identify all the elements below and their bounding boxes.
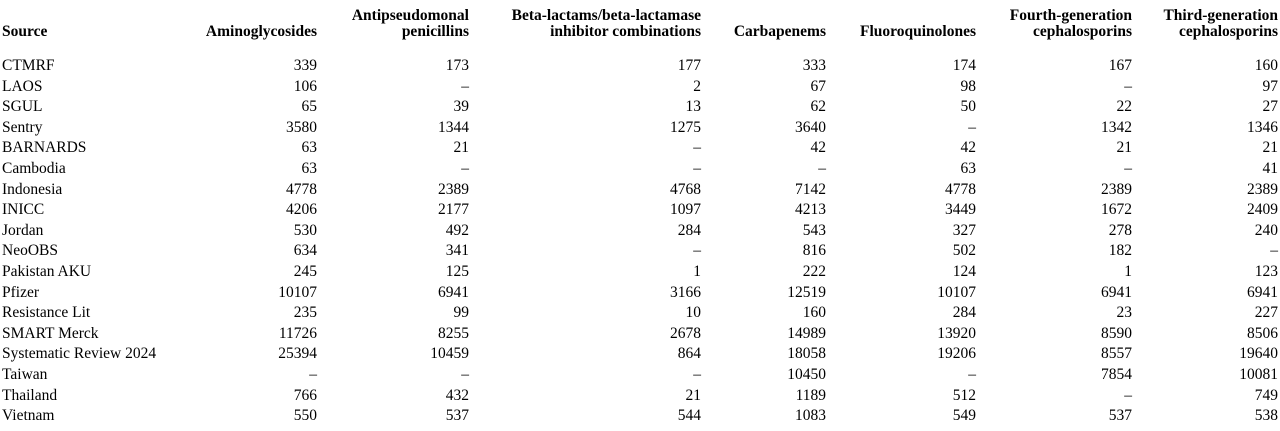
count-cell: – [693,139,701,157]
count-cell: 63 [301,159,317,177]
count-cell: 543 [802,221,826,239]
source-cell: Jordan [2,221,44,239]
count-cell: 23 [1116,304,1132,322]
third-gen-cephalosporins-header [1132,0,1278,40]
count-cell: 3640 [795,118,826,136]
count-cell: 538 [1254,407,1278,425]
source-cell: NeoOBS [2,242,58,260]
count-cell: 7854 [1101,365,1132,383]
count-cell: 3449 [945,201,976,219]
source-cell: Taiwan [2,365,48,383]
count-cell: 7142 [795,180,826,198]
count-cell: 50 [960,98,976,116]
table-row [2,386,1278,407]
data-table-container [2,0,1278,427]
count-cell: 123 [1254,262,1278,280]
count-cell: 125 [445,262,469,280]
count-cell: 1097 [670,201,701,219]
count-cell: 21 [685,386,701,404]
beta-lactams-header [469,0,701,40]
count-cell: – [1124,386,1132,404]
count-cell: 18058 [787,345,826,363]
table-row [2,159,1278,180]
count-cell: 41 [1262,159,1278,177]
table-row [2,180,1278,201]
count-cell: – [968,365,976,383]
count-cell: 62 [810,98,826,116]
count-cell: 8590 [1101,324,1132,342]
count-cell: 432 [445,386,469,404]
count-cell: 21 [453,139,469,157]
count-cell: 4206 [286,201,317,219]
count-cell: 13920 [937,324,976,342]
aminoglycosides-header: Aminoglycosides [205,23,317,40]
count-cell: 10450 [787,365,826,383]
header-line: Antipseudomonal [351,7,469,24]
table-body [2,40,1278,427]
count-cell: 174 [952,57,976,74]
count-cell: 278 [1108,221,1132,239]
count-cell: 1189 [795,386,826,404]
table-row [2,324,1278,345]
count-cell: 25394 [278,345,317,363]
count-cell: – [1124,159,1132,177]
count-cell: 2678 [670,324,701,342]
table-row [2,283,1278,304]
count-cell: 749 [1254,386,1278,404]
count-cell: 4778 [945,180,976,198]
count-cell: 42 [810,139,826,157]
carbapenems-header: Carbapenems [733,23,826,40]
table-row [2,221,1278,242]
count-cell: – [1270,242,1278,260]
table-row [2,118,1278,139]
source-cell: Pakistan AKU [2,262,92,280]
count-cell: 63 [960,159,976,177]
table-row [2,77,1278,98]
count-cell: 10081 [1239,365,1278,383]
count-cell: 2177 [438,201,469,219]
count-cell: 65 [301,98,317,116]
antibiotic-data-table [2,0,1278,427]
header-spacer [2,40,1278,56]
count-cell: 864 [677,345,701,363]
count-cell: 98 [960,77,976,95]
count-cell: 550 [293,407,317,425]
header-line: cephalosporins [1032,23,1132,40]
count-cell: 502 [952,242,976,260]
count-cell: – [1124,77,1132,95]
count-cell: 284 [952,304,976,322]
count-cell: – [461,365,469,383]
count-cell: 6941 [438,283,469,301]
count-cell: 22 [1116,98,1132,116]
count-cell: 284 [677,221,701,239]
count-cell: 222 [802,262,826,280]
count-cell: 333 [802,57,826,74]
source-cell: LAOS [2,77,43,95]
count-cell: 235 [293,304,317,322]
count-cell: 63 [301,139,317,157]
count-cell: – [818,159,826,177]
count-cell: 27 [1262,98,1278,116]
count-cell: 12519 [787,283,826,301]
count-cell: 549 [952,407,976,425]
count-cell: 245 [293,262,317,280]
header-line: penicillins [401,23,469,40]
count-cell: 227 [1254,304,1278,322]
source-cell: Resistance Lit [2,304,91,322]
source-cell: Thailand [2,386,58,404]
count-cell: – [968,118,976,136]
count-cell: 8506 [1247,324,1278,342]
source-cell: BARNARDS [2,139,87,157]
source-cell: CTMRF [2,57,55,74]
count-cell: 19640 [1239,345,1278,363]
count-cell: – [309,365,317,383]
count-cell: 173 [445,57,469,74]
count-cell: 160 [802,304,826,322]
count-cell: 11726 [278,324,317,342]
count-cell: 6941 [1247,283,1278,301]
count-cell: 816 [802,242,826,260]
header-line: Fourth-generation [1009,7,1132,24]
count-cell: 1 [693,262,701,280]
count-cell: 3166 [670,283,701,301]
table-header-row [2,0,1278,40]
count-cell: 1672 [1101,201,1132,219]
table-row [2,262,1278,283]
count-cell: 6941 [1101,283,1132,301]
count-cell: 537 [1108,407,1132,425]
header-line: Beta-lactams/beta-lactamase [511,7,701,24]
count-cell: – [461,77,469,95]
count-cell: 42 [960,139,976,157]
count-cell: 10 [685,304,701,322]
count-cell: 14989 [787,324,826,342]
source-cell: Pfizer [2,283,40,301]
table-row [2,138,1278,159]
source-cell: Systematic Review 2024 [2,345,157,363]
count-cell: 530 [293,221,317,239]
count-cell: 19206 [937,345,976,363]
count-cell: 97 [1262,77,1278,95]
count-cell: 1344 [438,118,469,136]
count-cell: 327 [952,221,976,239]
table-row [2,365,1278,386]
count-cell: 2 [693,77,701,95]
count-cell: 2389 [438,180,469,198]
count-cell: 1346 [1247,118,1278,136]
count-cell: 182 [1108,242,1132,260]
antipseudomonal-penicillins-header [317,0,469,40]
table-row [2,56,1278,77]
count-cell: 8557 [1101,345,1132,363]
table-row [2,344,1278,365]
count-cell: 10107 [937,283,976,301]
count-cell: – [461,159,469,177]
source-cell: SMART Merck [2,324,99,342]
count-cell: 1275 [670,118,701,136]
header-line: cephalosporins [1178,23,1278,40]
header-line: inhibitor combinations [550,23,701,40]
count-cell: – [693,159,701,177]
count-cell: 99 [453,304,469,322]
count-cell: – [693,365,701,383]
count-cell: 160 [1254,57,1278,74]
count-cell: 4213 [795,201,826,219]
count-cell: 4778 [286,180,317,198]
count-cell: 124 [952,262,976,280]
count-cell: 177 [677,57,701,74]
count-cell: 240 [1254,221,1278,239]
count-cell: 10107 [278,283,317,301]
count-cell: 341 [445,242,469,260]
source-cell: Sentry [2,118,43,136]
count-cell: 1 [1124,262,1132,280]
count-cell: 106 [293,77,317,95]
count-cell: 537 [445,407,469,425]
count-cell: 2409 [1247,201,1278,219]
count-cell: 1083 [795,407,826,425]
count-cell: 167 [1108,57,1132,74]
count-cell: 21 [1116,139,1132,157]
source-cell: SGUL [2,98,43,116]
table-row [2,303,1278,324]
count-cell: 8255 [438,324,469,342]
count-cell: 10459 [430,345,469,363]
fourth-gen-cephalosporins-header [976,0,1132,40]
source-cell: Vietnam [2,407,55,425]
count-cell: 21 [1262,139,1278,157]
table-row [2,406,1278,427]
source-header: Source [2,23,48,40]
source-cell: Indonesia [2,180,63,198]
source-cell: INICC [2,201,45,219]
table-row [2,97,1278,118]
count-cell: 339 [293,57,317,74]
count-cell: 13 [685,98,701,116]
count-cell: 67 [810,77,826,95]
count-cell: 512 [952,386,976,404]
count-cell: 544 [677,407,701,425]
count-cell: 4768 [670,180,701,198]
count-cell: – [693,242,701,260]
count-cell: 2389 [1247,180,1278,198]
count-cell: 766 [293,386,317,404]
header-line: Third-generation [1163,7,1278,24]
table-row [2,241,1278,262]
count-cell: 2389 [1101,180,1132,198]
count-cell: 39 [453,98,469,116]
count-cell: 492 [445,221,469,239]
count-cell: 1342 [1101,118,1132,136]
count-cell: 3580 [286,118,317,136]
table-row [2,200,1278,221]
fluoroquinolones-header: Fluoroquinolones [859,23,976,40]
count-cell: 634 [293,242,317,260]
source-cell: Cambodia [2,159,66,177]
